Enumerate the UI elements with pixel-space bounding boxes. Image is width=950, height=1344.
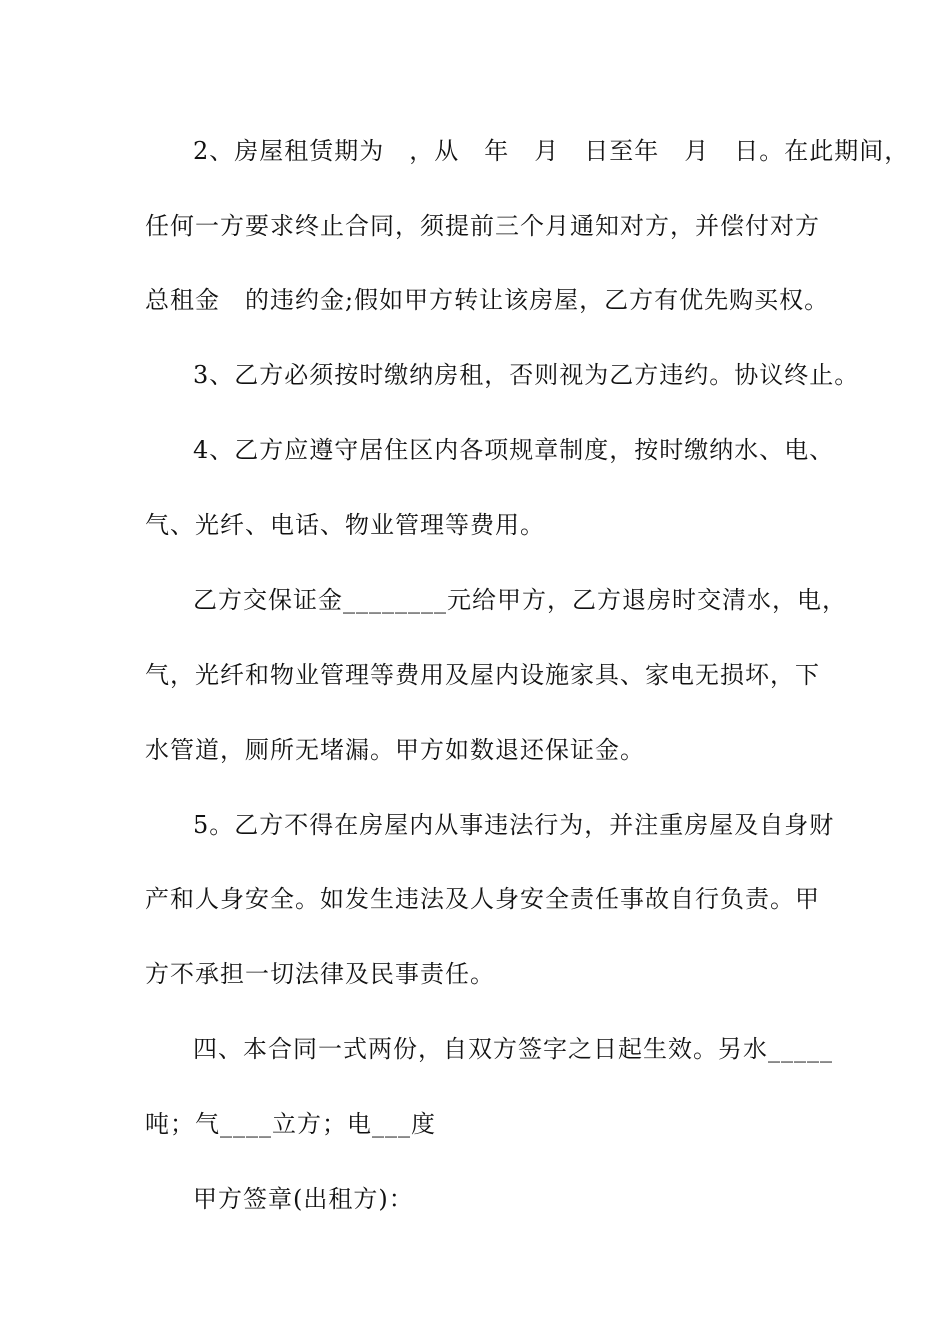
clause-2-line-1: 2、房屋租赁期为 ，从 年 月 日至年 月 日。在此期间， (193, 137, 910, 165)
clause-2-line-3: 总租金 的违约金;假如甲方转让该房屋，乙方有优先购买权。 (145, 286, 830, 314)
clause-3-line-1: 3、乙方必须按时缴纳房租，否则视为乙方违约。协议终止。 (193, 361, 860, 389)
deposit-line-1: 乙方交保证金________元给甲方，乙方退房时交清水，电， (193, 586, 847, 614)
clause-2-line-2: 任何一方要求终止合同，须提前三个月通知对方，并偿付对方 (145, 212, 820, 240)
clause-5-line-2: 产和人身安全。如发生违法及人身安全责任事故自行负责。甲 (145, 885, 820, 913)
deposit-line-3: 水管道，厕所无堵漏。甲方如数退还保证金。 (145, 736, 645, 764)
section-4-line-2: 吨；气____立方；电___度 (145, 1110, 436, 1138)
clause-5-line-1: 5。乙方不得在房屋内从事违法行为，并注重房屋及自身财 (193, 811, 835, 839)
clause-5-line-3: 方不承担一切法律及民事责任。 (145, 960, 495, 988)
party-a-signature-label: 甲方签章(出租方)： (193, 1185, 414, 1213)
clause-4-line-2: 气、光纤、电话、物业管理等费用。 (145, 511, 545, 539)
section-4-line-1: 四、本合同一式两份，自双方签字之日起生效。另水_____ (193, 1035, 833, 1063)
deposit-line-2: 气，光纤和物业管理等费用及屋内设施家具、家电无损坏，下 (145, 661, 820, 689)
clause-4-line-1: 4、乙方应遵守居住区内各项规章制度，按时缴纳水、电、 (193, 436, 835, 464)
